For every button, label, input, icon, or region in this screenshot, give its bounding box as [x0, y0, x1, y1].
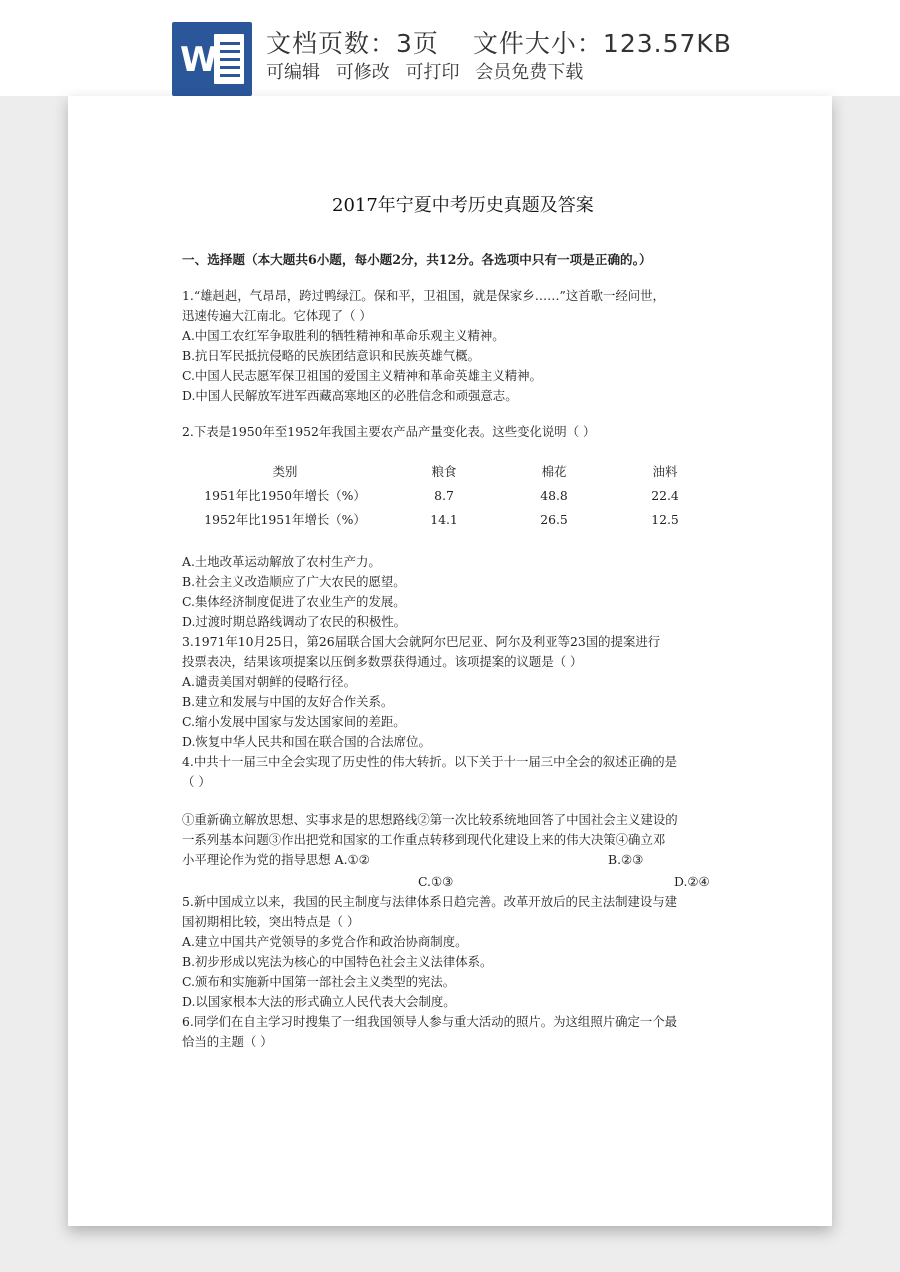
production-table [182, 460, 722, 532]
q5-option-b: B.初步形成以宪法为核心的中国特色社会主义法律体系。 [182, 954, 493, 969]
document-stats [266, 24, 732, 60]
q2-option-c: C.集体经济制度促进了农业生产的发展。 [182, 594, 406, 609]
feature-member-download: 会员免费下载 [475, 62, 584, 83]
table-cell: 1952年比1951年增长（%） [204, 512, 366, 527]
feature-editable: 可编辑 [266, 62, 320, 83]
table-header-cell: 油料 [652, 464, 678, 479]
q3-option-b: B.建立和发展与中国的友好合作关系。 [182, 694, 394, 709]
q4-option-d: D.②④ [674, 874, 710, 889]
table-header-cell: 类别 [272, 464, 298, 479]
q2-stem: 2.下表是1950年至1952年我国主要农产品产量变化表。这些变化说明（ ） [182, 424, 596, 439]
q5-stem-line1: 5.新中国成立以来，我国的民主制度与法律体系日趋完善。改革开放后的民主法制建设与建 [182, 894, 678, 909]
word-document-icon [172, 22, 252, 96]
file-size-label: 文件大小：123.57KB [472, 29, 732, 58]
table-row [182, 508, 722, 532]
q4-items-line2: 一系列基本问题③作出把党和国家的工作重点转移到现代化建设上来的伟大决策④确立邓 [182, 832, 666, 847]
q1-option-a: A.中国工农红军争取胜利的牺牲精神和革命乐观主义精神。 [182, 328, 505, 343]
table-cell: 8.7 [434, 488, 454, 503]
table-cell: 14.1 [430, 512, 458, 527]
feature-printable: 可打印 [405, 62, 460, 83]
q3-stem-line2: 投票表决，结果该项提案以压倒多数票获得通过。该项提案的议题是（ ） [182, 654, 583, 669]
section-heading: 一、选择题（本大题共6小题，每小题2分，共12分。各选项中只有一项是正确的。） [182, 252, 652, 267]
q4-items-line3: 小平理论作为党的指导思想 A.①② [182, 852, 370, 867]
table-header-cell: 粮食 [431, 464, 457, 479]
q6-stem-line1: 6.同学们在自主学习时搜集了一组我国领导人参与重大活动的照片。为这组照片确定一个最 [182, 1014, 678, 1029]
q1-stem-line1: 1.“雄赳赳，气昂昂，跨过鸭绿江。保和平，卫祖国，就是保家乡……”这首歌一经问世， [182, 288, 665, 303]
q6-stem-line2: 恰当的主题（ ） [182, 1034, 273, 1049]
table-cell: 1951年比1950年增长（%） [204, 488, 366, 503]
table-header-cell: 棉花 [541, 464, 567, 479]
document-title: 2017年宁夏中考历史真题及答案 [332, 195, 594, 216]
document-info-header [0, 0, 900, 96]
table-cell: 22.4 [651, 488, 679, 503]
feature-list [266, 58, 593, 84]
q3-option-d: D.恢复中华人民共和国在联合国的合法席位。 [182, 734, 431, 749]
q3-stem-line1: 3.1971年10月25日，第26届联合国大会就阿尔巴尼亚、阿尔及利亚等23国的提案进行 [182, 634, 661, 649]
q4-stem-line2: （ ） [182, 774, 211, 789]
page-count-label: 文档页数：3页 [266, 29, 439, 58]
table-cell: 12.5 [651, 512, 679, 527]
q4-option-b: B.②③ [608, 852, 644, 867]
q3-option-c: C.缩小发展中国家与发达国家间的差距。 [182, 714, 406, 729]
q5-option-a: A.建立中国共产党领导的多党合作和政治协商制度。 [182, 934, 468, 949]
q4-items-line1: ①重新确立解放思想、实事求是的思想路线②第一次比较系统地回答了中国社会主义建设的 [182, 812, 678, 827]
table-row [182, 484, 722, 508]
q5-stem-line2: 国初期相比较，突出特点是（ ） [182, 914, 360, 929]
q5-option-c: C.颁布和实施新中国第一部社会主义类型的宪法。 [182, 974, 456, 989]
q5-option-d: D.以国家根本大法的形式确立人民代表大会制度。 [182, 994, 456, 1009]
q4-option-c: C.①③ [418, 874, 454, 889]
q1-option-d: D.中国人民解放军进军西藏高寒地区的必胜信念和顽强意志。 [182, 388, 518, 403]
q4-stem-line1: 4.中共十一届三中全会实现了历史性的伟大转折。以下关于十一届三中全会的叙述正确的是 [182, 754, 678, 769]
q2-option-d: D.过渡时期总路线调动了农民的积极性。 [182, 614, 407, 629]
q1-option-c: C.中国人民志愿军保卫祖国的爱国主义精神和革命英雄主义精神。 [182, 368, 542, 383]
q3-option-a: A.谴责美国对朝鲜的侵略行径。 [182, 674, 356, 689]
table-header-row [182, 460, 722, 484]
table-cell: 48.8 [540, 488, 568, 503]
feature-modifiable: 可修改 [335, 62, 390, 83]
word-letter-icon: W [180, 40, 218, 80]
table-cell: 26.5 [540, 512, 568, 527]
q2-option-a: A.土地改革运动解放了农村生产力。 [182, 554, 381, 569]
q1-stem-line2: 迅速传遍大江南北。它体现了（ ） [182, 308, 372, 323]
q1-option-b: B.抗日军民抵抗侵略的民族团结意识和民族英雄气概。 [182, 348, 481, 363]
q2-option-b: B.社会主义改造顺应了广大农民的愿望。 [182, 574, 406, 589]
